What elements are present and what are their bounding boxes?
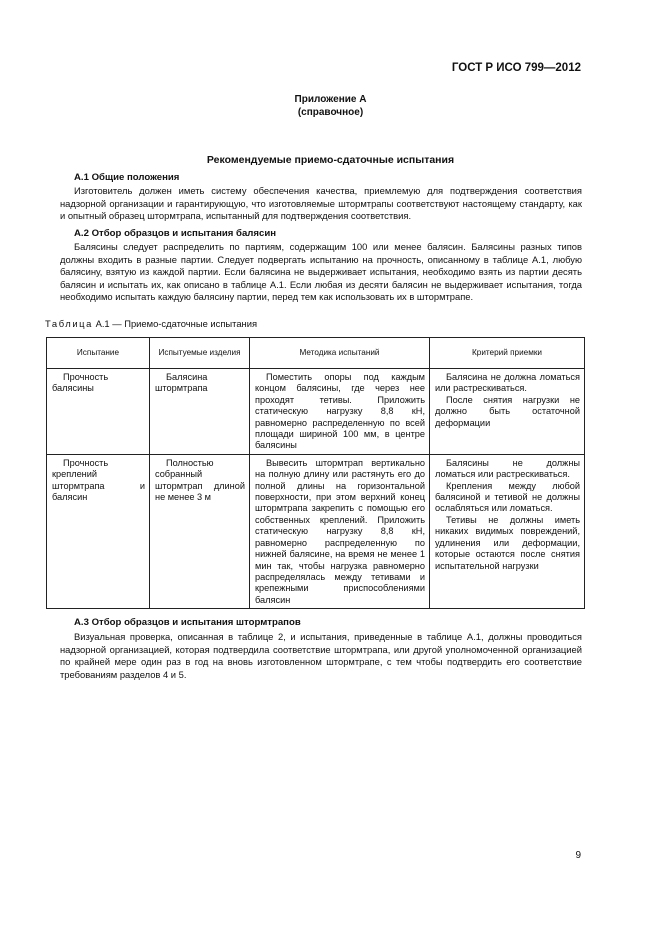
section-a1-heading: А.1 Общие положения bbox=[74, 172, 180, 183]
cell-criteria: Балясины не должны ломаться или растрескиваться. Крепления между любой балясиной и тетивой не должны ослабляться или ломаться. Тетивы не должны иметь никаких видимых повреждений, удлинения или деформации, которые остаются после снятия испытательной нагрузки bbox=[430, 454, 585, 608]
cell-item: Полностью собранный штормтрап длиной не менее 3 м bbox=[150, 454, 250, 608]
acceptance-tests-table bbox=[46, 337, 585, 609]
section-a2-heading: А.2 Отбор образцов и испытания балясин bbox=[74, 228, 277, 239]
annex-title: Приложение А bbox=[294, 94, 367, 105]
main-title: Рекомендуемые приемо-сдаточные испытания bbox=[206, 154, 455, 166]
cell-criteria: Балясина не должна ломаться или растрескиваться. После снятия нагрузки не должно быть остаточной деформации bbox=[430, 369, 585, 455]
table-header-row bbox=[47, 338, 585, 369]
section-a1-text: Изготовитель должен иметь систему обеспечения качества, приемлемую для подтверждения соответствия надзорной организации и гарантирующую, что изготовляемые штормтрапы соответствуют настоящему стандарту, как и опытный образец штормтрапа, испытанный для подтверждения соответствия. bbox=[60, 185, 582, 221]
annex-subtitle: (справочное) bbox=[297, 107, 364, 118]
table-row bbox=[47, 369, 585, 455]
cell-method: Поместить опоры под каждым концом балясины, где через нее проходят тетивы. Приложить статическую нагрузку 8,8 кН, равномерно распределенную по всей площади шириной 100 мм, в центре балясины bbox=[250, 369, 430, 455]
column-header-test: Испытание bbox=[47, 338, 150, 369]
column-header-criteria: Критерий приемки bbox=[430, 338, 585, 369]
cell-test: Прочность балясины bbox=[47, 369, 150, 455]
annex-heading bbox=[0, 93, 661, 119]
cell-test: Прочность креплений штормтрапа и балясин bbox=[47, 454, 150, 608]
column-header-item: Испытуемые изделия bbox=[150, 338, 250, 369]
document-id: ГОСТ Р ИСО 799—2012 bbox=[451, 62, 581, 74]
section-a3-heading: А.3 Отбор образцов и испытания штормтрапов bbox=[74, 617, 301, 628]
cell-item: Балясина штормтрапа bbox=[150, 369, 250, 455]
cell-method: Вывесить штормтрап вертикально на полную длину или растянуть его до полной длины на горизонтальной поверхности, при этом верхний конец штормтрапа закрепить с помощью его собственных креплений. Приложить статическую нагрузку 8,8 кН, равномерно распределенную по нижней балясине, на время не менее 1 мин так, чтобы нагрузка равномерно распределялась между тетивами и крепежными приспособлениями балясин bbox=[250, 454, 430, 608]
page-number: 9 bbox=[575, 850, 581, 861]
table-caption bbox=[45, 318, 257, 329]
table-caption-label: Таблица bbox=[45, 318, 93, 329]
section-a2-text: Балясины следует распределить по партиям, содержащим 100 или менее балясин. Балясины разных типов должны входить в разные партии. Следует подвергать испытанию на прочность, описанному в таблице А.1, любую балясину, взятую из каждой партии. Если балясина не выдерживает испытания, необходимо взять из партии десять балясин и испытать их, как описано в таблице А.1. Если любая из десяти балясин не выдерживает испытания, тогда необходимо испытать каждую балясину партии, перед тем как использовать их в штормтрапе. bbox=[60, 241, 582, 302]
column-header-method: Методика испытаний bbox=[250, 338, 430, 369]
table-caption-title: А.1 — Приемо-сдаточные испытания bbox=[92, 318, 258, 329]
section-a3-text: Визуальная проверка, описанная в таблице 2, и испытания, приведенные в таблице А.1, должны проводиться надзорной организацией, которая подтвердила соответствие штормтрапа, или другой уполномоченной организацией по крайней мере один раз в год на вновь изготовленном штормтрапе, с тем чтобы подтвердить его соответствие требованиям разделов 4 и 5. bbox=[60, 631, 582, 680]
table-row bbox=[47, 454, 585, 608]
